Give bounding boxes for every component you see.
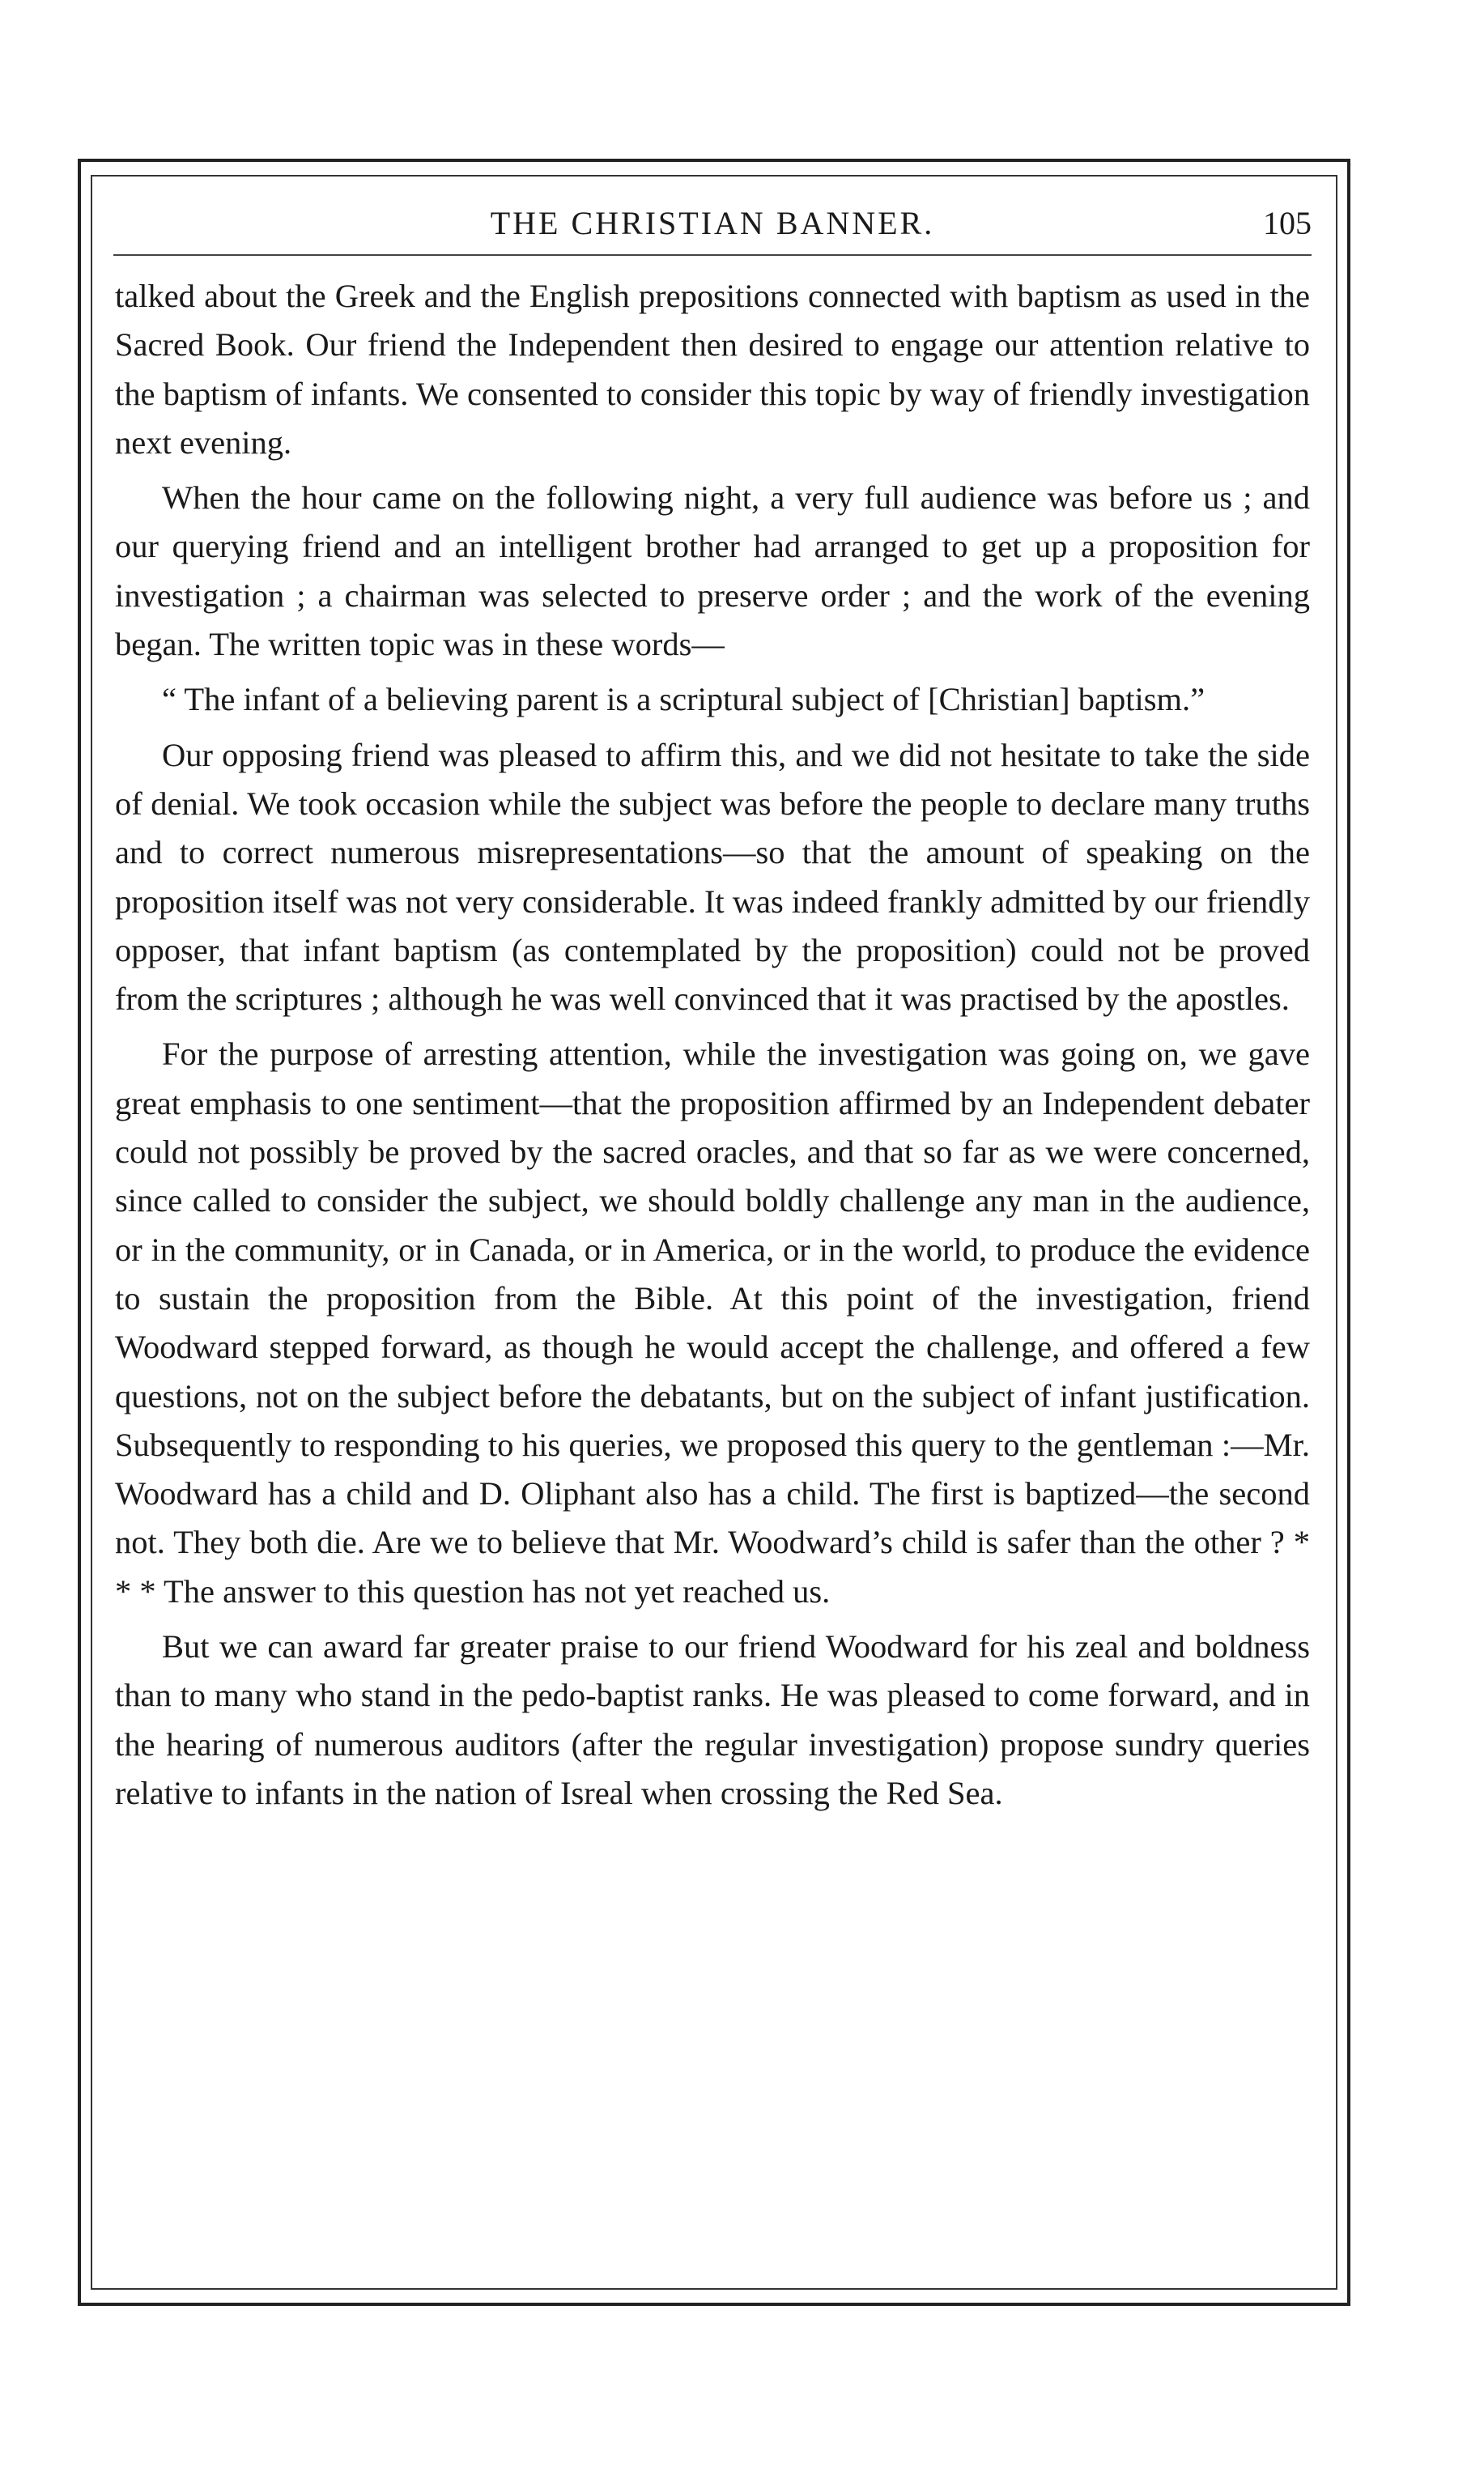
running-title: THE CHRISTIAN BANNER. bbox=[490, 205, 935, 241]
running-head bbox=[113, 204, 1312, 253]
paragraph: When the hour came on the following night, a very full audience was before us ; and our querying friend and an intelligent brother had arranged to get up a proposition for investigation ; a chairman was selected to preserve order ; and the work of the evening began. The written topic was in these words— bbox=[115, 479, 1310, 663]
article-body bbox=[115, 272, 1310, 1818]
paragraph: For the purpose of arresting attention, while the investigation was going on, we gave great emphasis to one sentiment—that the proposition affirmed by an Independent debater could not possibly be proved by the sacred oracles, and that so far as we were concerned, since called to consider the subject, we should boldly challenge any man in the audience, or in the community, or in Canada, or in America, or in the world, to produce the evidence to sustain the proposition from the Bible. At this point of the investigation, friend Woodward stepped forward, as though he would accept the challenge, and offered a few questions, not on the subject before the debatants, but on the subject of infant justification. Subsequently to responding to his queries, we proposed this query to the gentleman :—Mr. Woodward has a child and D. Oliphant also has a child. The first is baptized—the second not. They both die. Are we to believe that Mr. Woodward’s child is safer than the other ? * * * The answer to this question has not yet reached us. bbox=[115, 1036, 1310, 1610]
page-number: 105 bbox=[1263, 205, 1312, 241]
quoted-proposition: “ The infant of a believing parent is a scriptural subject of [Christian] baptism.” bbox=[162, 681, 1205, 718]
paragraph: Our opposing friend was pleased to affirm this, and we did not hesitate to take the side of denial. We took occasion while the subject was before the people to declare many truths and to correct numerous misrepresentations—so that the amount of speaking on the proposition itself was not very considerable. It was indeed frankly admitted by our friendly opposer, that infant baptism (as contemplated by the proposition) could not be proved from the scriptures ; although he was well convinced that it was practised by the apostles. bbox=[115, 736, 1310, 1018]
header-rule bbox=[113, 254, 1312, 256]
paragraph: But we can award far greater praise to our friend Woodward for his zeal and boldness than to many who stand in the pedo-baptist ranks. He was pleased to come forward, and in the hearing of numerous auditors (after the regular investigation) propose sundry queries relative to infants in the nation of Isreal when crossing the Red Sea. bbox=[115, 1628, 1310, 1811]
paragraph-continuation: talked about the Greek and the English prepositions connected with baptism as used in the Sacred Book. Our friend the Independent then desired to engage our attention relative to the baptism of infants. We consented to consider this topic by way of friendly investigation next evening. bbox=[115, 278, 1310, 461]
